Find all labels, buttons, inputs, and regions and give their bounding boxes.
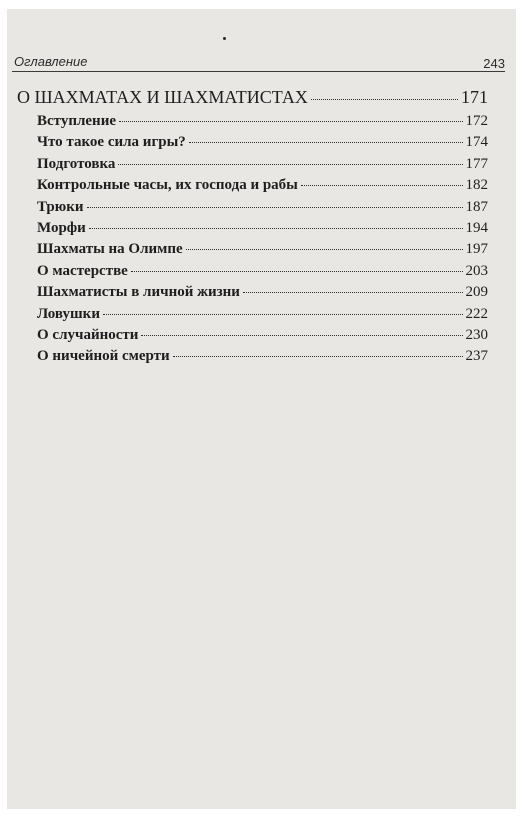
toc-entry-title: Трюки: [37, 198, 84, 215]
toc-entry: [17, 199, 488, 220]
toc-entry: [17, 220, 488, 241]
toc-entry-title: Шахматисты в личной жизни: [37, 284, 240, 301]
toc-entry-page: 197: [465, 241, 488, 258]
toc-entry-page: 237: [465, 348, 488, 365]
toc-entry: [17, 113, 488, 134]
dot-leader: [118, 164, 462, 165]
toc-entry-title: Что такое сила игры?: [37, 134, 186, 151]
dot-leader: [103, 314, 463, 315]
toc-entry-title: О мастерстве: [37, 262, 128, 279]
table-of-contents: [17, 87, 488, 370]
toc-entry: [17, 284, 488, 305]
toc-entry-page: 203: [465, 262, 488, 279]
dot-leader: [189, 142, 463, 143]
dot-leader: [87, 207, 463, 208]
dot-leader: [243, 292, 463, 293]
toc-entry-title: Контрольные часы, их господа и рабы: [37, 177, 298, 194]
toc-entry-title: О ничейной смерти: [37, 348, 170, 365]
toc-chapter-page: 171: [461, 87, 488, 107]
toc-chapter: [17, 87, 488, 113]
dot-leader: [301, 185, 463, 186]
toc-entry-title: Подготовка: [37, 155, 116, 172]
toc-entry: [17, 177, 488, 198]
toc-entry: [17, 241, 488, 262]
toc-entry-page: 187: [465, 198, 488, 215]
toc-entry-title: О случайности: [37, 326, 139, 343]
toc-entry: [17, 327, 488, 348]
toc-entry-page: 177: [465, 155, 488, 172]
dot-leader: [186, 249, 463, 250]
toc-entry-title: Ловушки: [37, 305, 100, 322]
toc-entry-page: 209: [465, 284, 488, 301]
book-page: [7, 9, 516, 809]
toc-entry-title: Шахматы на Олимпе: [37, 241, 183, 258]
toc-entry: [17, 156, 488, 177]
toc-entry-page: 230: [465, 326, 488, 343]
dot-leader: [131, 271, 463, 272]
dot-leader: [311, 99, 458, 100]
toc-entry: [17, 348, 488, 369]
dot-leader: [119, 121, 463, 122]
toc-entry: [17, 134, 488, 155]
toc-entry-title: Вступление: [37, 113, 116, 129]
header-section-label: Оглавление: [14, 54, 88, 69]
toc-entry-page: 182: [465, 177, 488, 194]
header-page-number: 243: [483, 56, 505, 71]
toc-entry-page: 174: [465, 134, 488, 151]
toc-entry-page: 194: [465, 219, 488, 236]
print-speck: [223, 37, 226, 40]
toc-entry-page: 222: [465, 305, 488, 322]
running-header: [12, 49, 505, 72]
toc-entry: [17, 263, 488, 284]
dot-leader: [173, 356, 463, 357]
toc-entry: [17, 306, 488, 327]
toc-chapter-title: О ШАХМАТАХ И ШАХМАТИСТАХ: [17, 87, 308, 107]
toc-entry-title: Морфи: [37, 219, 86, 236]
dot-leader: [89, 228, 463, 229]
toc-entry-page: 172: [465, 113, 488, 129]
dot-leader: [141, 335, 462, 336]
